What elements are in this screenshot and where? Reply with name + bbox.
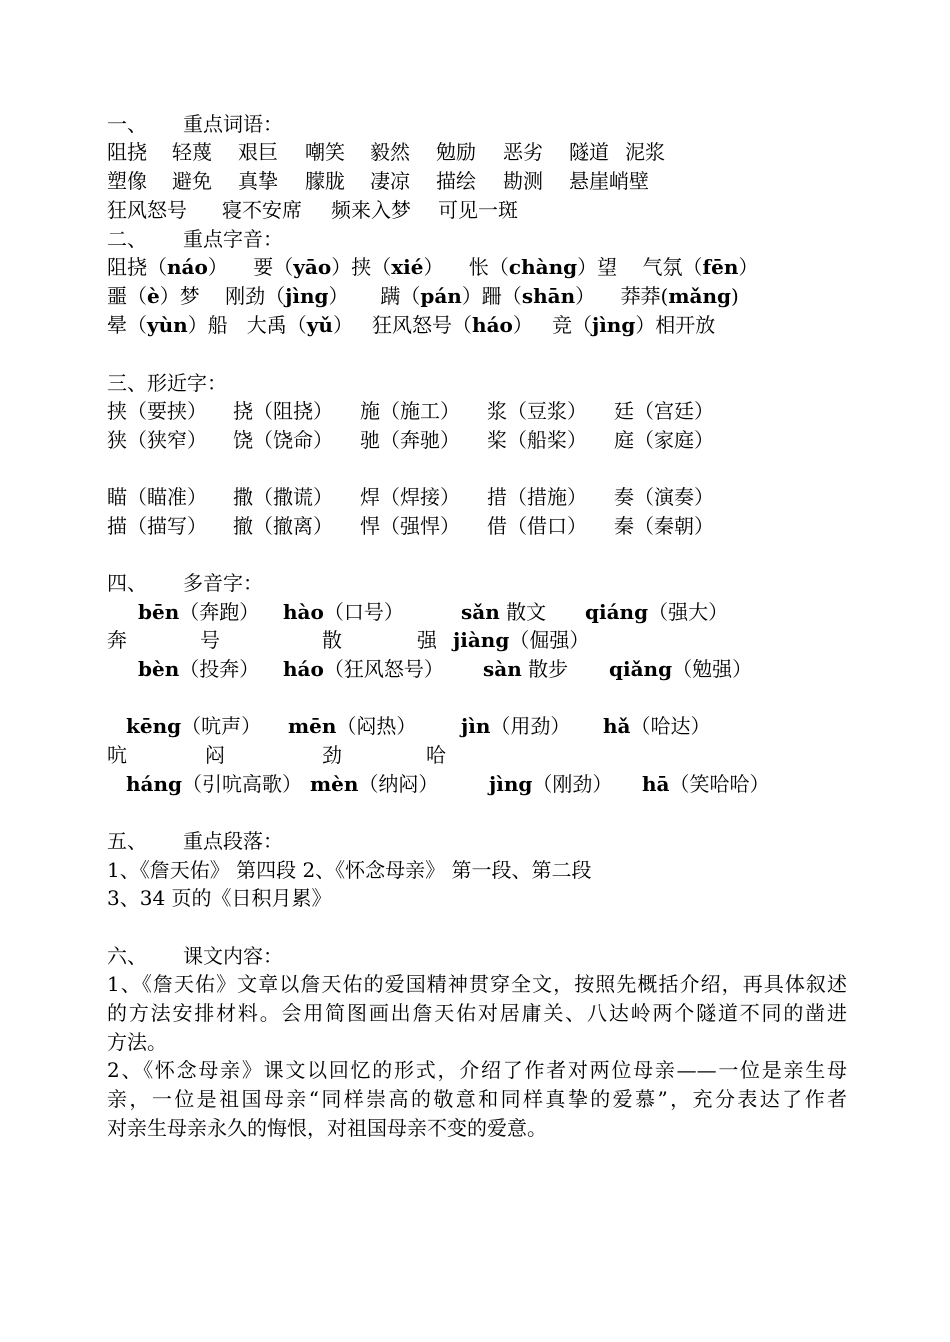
section6-heading-num: 六、 <box>107 944 147 968</box>
polyphone-reading: mēn（闷热） <box>288 714 417 738</box>
polyphone-reading: jìn（用劲） <box>461 714 571 738</box>
section1-heading-num: 一、 <box>107 112 147 136</box>
vocab-word: 隧道 <box>569 140 609 164</box>
polyphone-reading: qiáng（强大） <box>585 600 729 624</box>
similar-char-item: 桨（船桨） <box>487 428 587 452</box>
key-paragraphs-line: 3、34 页的《日积月累》 <box>107 886 332 910</box>
vocab-word: 狂风怒号 <box>107 198 187 222</box>
similar-char-item: 驰（奔驰） <box>360 428 460 452</box>
polyphone-char: 吭 <box>107 743 127 767</box>
similar-char-item: 焊（焊接） <box>360 485 460 509</box>
section2-heading-text: 重点字音： <box>183 227 283 251</box>
key-paragraphs-line: 1、《詹天佑》 第四段 2、《怀念母亲》 第一段、第二段 <box>107 858 592 882</box>
section4-heading-num: 四、 <box>107 571 147 595</box>
polyphone-char: 闷 <box>205 743 225 767</box>
section5-heading-text: 重点段落： <box>183 829 283 853</box>
polyphone-reading: bēn（奔跑） <box>138 600 260 624</box>
content-paragraph-line: 2、《怀念母亲》课文以回忆的形式，介绍了作者对两位母亲——一位是亲生母 <box>107 1058 847 1082</box>
pronunciation-line: 晕（yùn）船 大禹（yǔ） 狂风怒号（háo） 竞（jìng）相开放 <box>107 313 716 337</box>
polyphone-reading: hǎ（哈达） <box>603 714 711 738</box>
section6-heading-text: 课文内容： <box>183 944 283 968</box>
section3-heading: 三、形近字： <box>107 371 227 395</box>
polyphone-reading: jiàng（倔强） <box>453 628 590 652</box>
content-paragraph-line: 对亲生母亲永久的悔恨，对祖国母亲不变的爱意。 <box>107 1116 547 1140</box>
similar-char-item: 狭（狭窄） <box>107 428 207 452</box>
polyphone-reading: kēng（吭声） <box>126 714 262 738</box>
similar-char-item: 借（借口） <box>487 514 587 538</box>
polyphone-char: 号 <box>200 628 220 652</box>
polyphone-char: 强 <box>417 628 437 652</box>
similar-char-item: 挠（阻挠） <box>233 399 333 423</box>
content-paragraph-line: 方法。 <box>107 1030 167 1054</box>
polyphone-reading: háng（引吭高歌） <box>126 772 303 796</box>
polyphone-reading: hā（笑哈哈） <box>642 772 770 796</box>
vocab-word: 恶劣 <box>503 140 543 164</box>
vocab-word: 泥浆 <box>625 140 665 164</box>
polyphone-reading: bèn（投奔） <box>138 657 260 681</box>
polyphone-char: 劲 <box>322 743 342 767</box>
vocab-word: 朦胧 <box>305 169 345 193</box>
similar-char-item: 秦（秦朝） <box>614 514 714 538</box>
vocab-word: 真挚 <box>238 169 278 193</box>
content-paragraph-line: 的方法安排材料。会用简图画出詹天佑对居庸关、八达岭两个隧道不同的凿进 <box>107 1001 847 1025</box>
vocab-word: 勉励 <box>436 140 476 164</box>
vocab-word: 毅然 <box>370 140 410 164</box>
vocab-word: 避免 <box>172 169 212 193</box>
polyphone-reading: jìng（刚劲） <box>489 772 613 796</box>
vocab-word: 描绘 <box>436 169 476 193</box>
section1-heading-text: 重点词语： <box>183 112 283 136</box>
vocab-word: 嘲笑 <box>305 140 345 164</box>
polyphone-char: 散 <box>322 628 342 652</box>
vocab-word: 艰巨 <box>238 140 278 164</box>
polyphone-reading: háo（狂风怒号） <box>283 657 444 681</box>
vocab-word: 寝不安席 <box>222 198 302 222</box>
vocab-word: 塑像 <box>107 169 147 193</box>
section4-heading-text: 多音字： <box>183 571 263 595</box>
similar-char-item: 措（措施） <box>487 485 587 509</box>
similar-char-item: 挟（要挟） <box>107 399 207 423</box>
vocab-word: 阻挠 <box>107 140 147 164</box>
pronunciation-line: 阻挠（náo） 要（yāo）挟（xié） 怅（chàng）望 气氛（fēn） <box>107 255 759 279</box>
similar-char-item: 瞄（瞄准） <box>107 485 207 509</box>
similar-char-item: 悍（强悍） <box>360 514 460 538</box>
polyphone-reading: sàn 散步 <box>483 657 569 681</box>
vocab-word: 频来入梦 <box>331 198 411 222</box>
vocab-word: 悬崖峭壁 <box>569 169 649 193</box>
vocab-word: 凄凉 <box>370 169 410 193</box>
similar-char-item: 撤（撤离） <box>233 514 333 538</box>
vocab-word: 轻蔑 <box>172 140 212 164</box>
polyphone-char: 奔 <box>107 628 127 652</box>
polyphone-reading: qiǎng（勉强） <box>609 657 753 681</box>
content-paragraph-line: 1、《詹天佑》文章以詹天佑的爱国精神贯穿全文，按照先概括介绍，再具体叙述 <box>107 972 847 996</box>
similar-char-item: 描（描写） <box>107 514 207 538</box>
polyphone-char: 哈 <box>426 743 446 767</box>
polyphone-reading: mèn（纳闷） <box>310 772 439 796</box>
section5-heading-num: 五、 <box>107 829 147 853</box>
similar-char-item: 庭（家庭） <box>614 428 714 452</box>
similar-char-item: 撒（撒谎） <box>233 485 333 509</box>
similar-char-item: 浆（豆浆） <box>487 399 587 423</box>
section2-heading-num: 二、 <box>107 227 147 251</box>
similar-char-item: 奏（演奏） <box>614 485 714 509</box>
polyphone-reading: sǎn 散文 <box>461 600 547 624</box>
content-paragraph-line: 亲，一位是祖国母亲“同样崇高的敬意和同样真挚的爱慕”，充分表达了作者 <box>107 1087 847 1111</box>
similar-char-item: 饶（饶命） <box>233 428 333 452</box>
similar-char-item: 施（施工） <box>360 399 460 423</box>
vocab-word: 可见一斑 <box>438 198 518 222</box>
polyphone-reading: hào（口号） <box>283 600 404 624</box>
similar-char-item: 廷（宫廷） <box>614 399 714 423</box>
vocab-word: 勘测 <box>503 169 543 193</box>
pronunciation-line: 噩（è）梦 刚劲（jìng） 蹒（pán）跚（shān） 莽莽(mǎng) <box>107 284 739 308</box>
